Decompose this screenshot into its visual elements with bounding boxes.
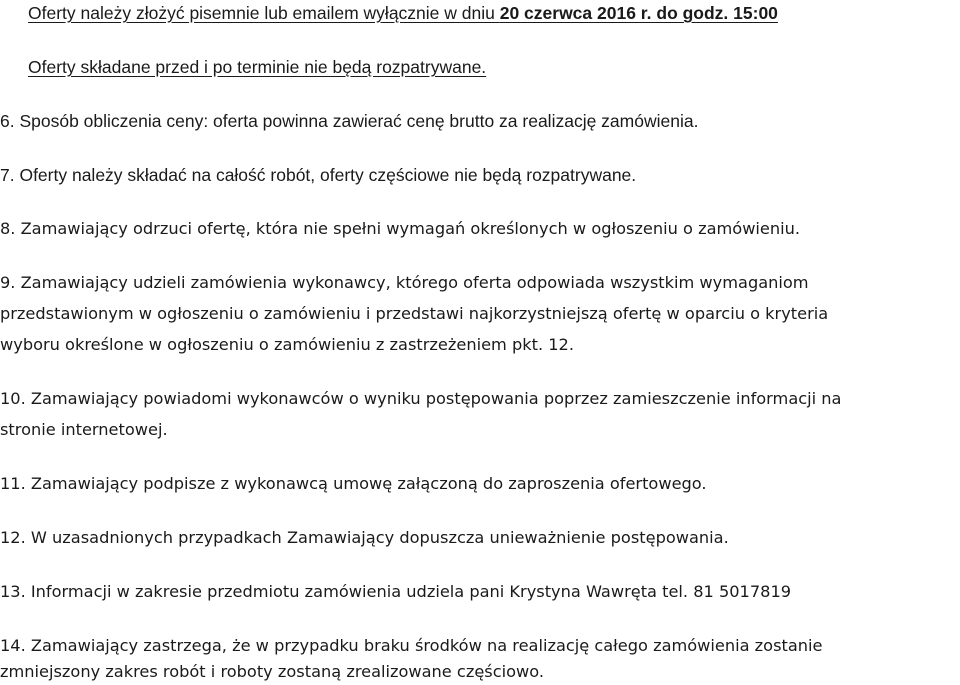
point-9-line-3: wyboru określone w ogłoszeniu o zamówieniu z zastrzeżeniem pkt. 12. — [0, 335, 574, 354]
point-8: 8. Zamawiający odrzuci ofertę, która nie spełni wymagań określonych w ogłoszeniu o zamówieniu. — [0, 219, 801, 238]
point-11: 11. Zamawiający podpisze z wykonawcą umowę załączoną do zaproszenia ofertowego. — [0, 474, 707, 493]
point-9-line-1: 9. Zamawiający udzieli zamówienia wykonawcy, którego oferta odpowiada wszystkim wymaganiom — [0, 273, 809, 292]
deadline-text: Oferty należy złożyć pisemnie lub emailem wyłącznie w dniu — [28, 3, 500, 23]
deadline-date: 20 czerwca 2016 r. do godz. 15:00 — [499, 3, 778, 23]
late-offers-note: Oferty składane przed i po terminie nie będą rozpatrywane. — [28, 57, 487, 77]
point-14-line-2: zmniejszony zakres robót i roboty zostaną zrealizowane częściowo. — [0, 662, 545, 681]
point-9-line-2: przedstawionym w ogłoszeniu o zamówieniu i przedstawi najkorzystniejszą ofertę w oparciu o kryteria — [0, 304, 829, 323]
point-7: 7. Oferty należy składać na całość robót, oferty częściowe nie będą rozpatrywane. — [0, 165, 637, 185]
point-10-line-2: stronie internetowej. — [0, 420, 168, 439]
point-10-line-1: 10. Zamawiający powiadomi wykonawców o wyniku postępowania poprzez zamieszczenie informacji na — [0, 389, 842, 408]
point-12: 12. W uzasadnionych przypadkach Zamawiający dopuszcza unieważnienie postępowania. — [0, 528, 729, 547]
deadline-line — [28, 3, 778, 23]
point-13: 13. Informacji w zakresie przedmiotu zamówienia udziela pani Krystyna Wawręta tel. 81 5017819 — [0, 582, 792, 601]
point-6: 6. Sposób obliczenia ceny: oferta powinna zawierać cenę brutto za realizację zamówienia. — [0, 111, 699, 131]
point-14-line-1: 14. Zamawiający zastrzega, że w przypadku braku środków na realizację całego zamówienia zostanie — [0, 636, 823, 655]
